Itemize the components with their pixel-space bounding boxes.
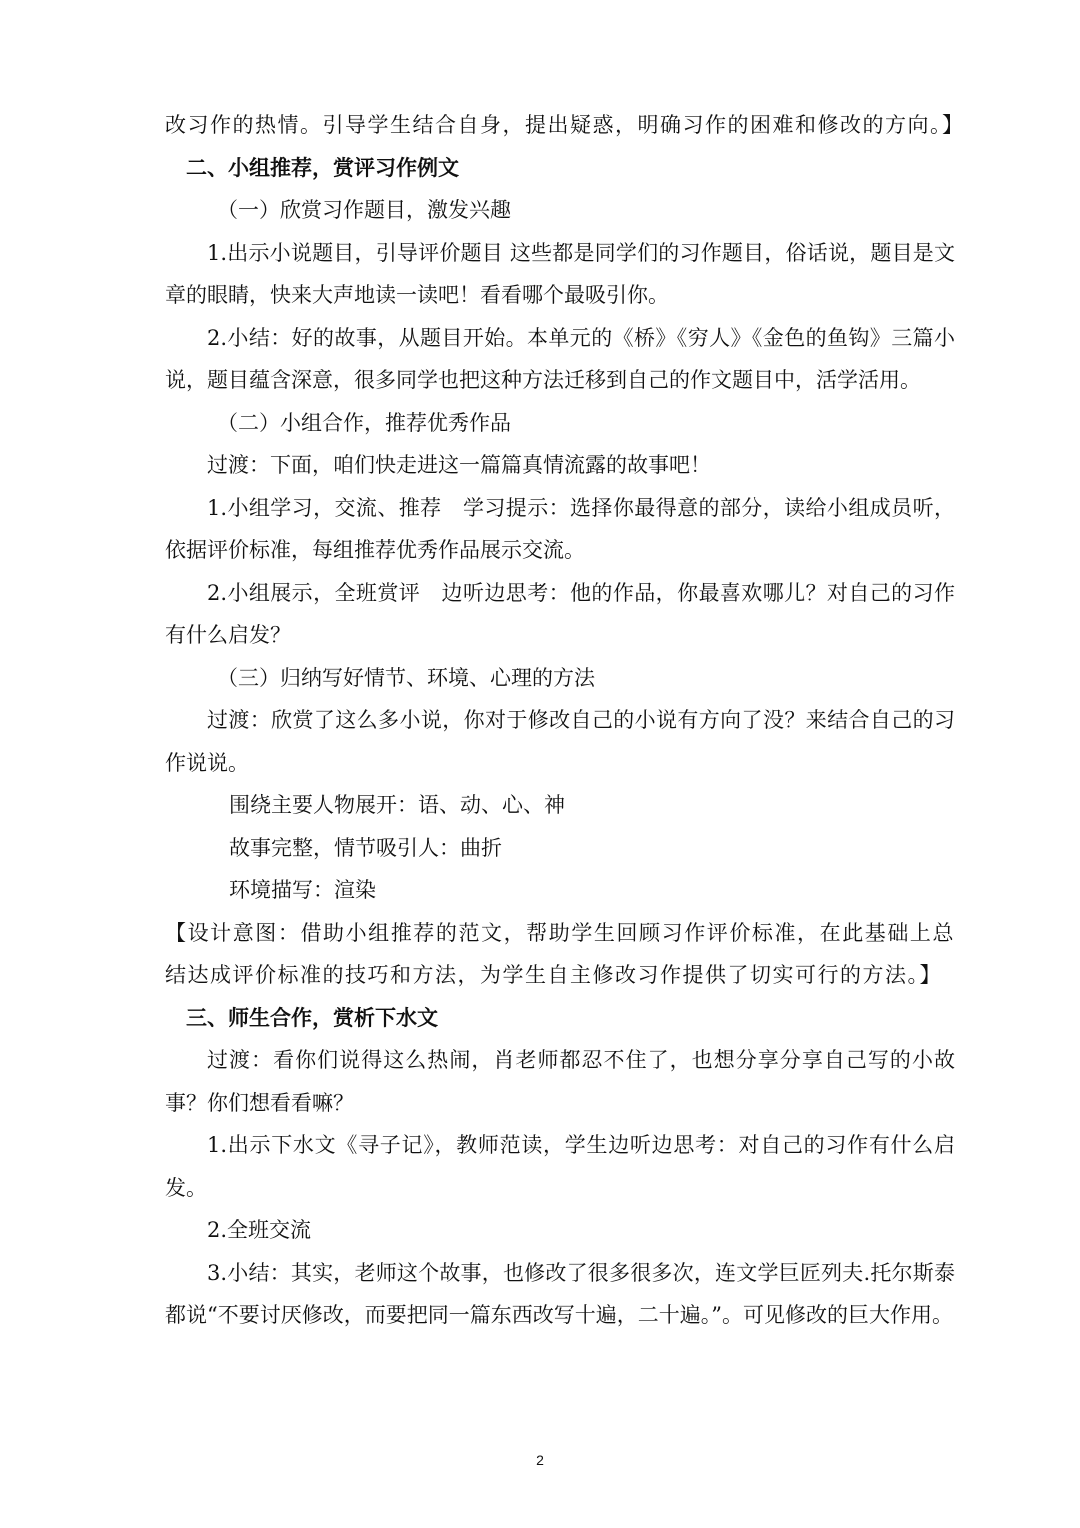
section-heading-3: 三、师生合作，赏析下水文 [186,1004,438,1030]
design-intent-continuation: 改习作的热情。引导学生结合自身，提出疑惑，明确习作的困难和修改的方向。】 [165,113,965,137]
subsection-heading-3: （三）归纳写好情节、环境、心理的方法 [217,665,595,690]
page-number: 2 [536,1452,544,1468]
document-body [165,104,965,1337]
paragraph-transition-1: 过渡：下面，咱们快走进这一篇篇真情流露的故事吧！ [207,453,711,477]
paragraph-group-study: 1.小组学习，交流、推荐 学习提示：选择你最得意的部分，读给小组成员听，依据评价标准，每组推荐优秀作品展示交流。 [165,495,955,562]
paragraph-summary-revision: 3.小结：其实，老师这个故事，也修改了很多很多次，连文学巨匠列夫.托尔斯泰都说“不要讨厌修改，而要把同一篇东西改写十遍，二十遍。”。可见修改的巨大作用。 [165,1260,955,1327]
list-item-plot: 故事完整，情节吸引人：曲折 [229,835,502,860]
paragraph-model-essay: 1.出示下水文《寻子记》，教师范读，学生边听边思考：对自己的习作有什么启发。 [165,1133,955,1200]
paragraph-title-guide: 1.出示小说题目，引导评价题目 这些都是同学们的习作题目，俗话说，题目是文章的眼睛，快来大声地读一读吧！看看哪个最吸引你。 [165,240,955,307]
list-item-characters: 围绕主要人物展开：语、动、心、神 [229,793,565,817]
paragraph-class-discussion: 2.全班交流 [207,1218,312,1242]
subsection-heading-2: （二）小组合作，推荐优秀作品 [217,410,511,435]
paragraph-group-show: 2.小组展示，全班赏评 边听边思考：他的作品，你最喜欢哪儿？对自己的习作有什么启发？ [165,580,955,647]
section-heading-2: 二、小组推荐，赏评习作例文 [186,154,459,180]
list-item-environment: 环境描写：渲染 [229,878,376,902]
paragraph-summary-title: 2.小结：好的故事，从题目开始。本单元的《桥》《穷人》《金色的鱼钩》三篇小说，题目蕴含深意，很多同学也把这种方法迁移到自己的作文题目中，活学活用。 [165,325,955,392]
design-intent-block: 【设计意图：借助小组推荐的范文，帮助学生回顾习作评价标准，在此基础上总结达成评价标准的技巧和方法，为学生自主修改习作提供了切实可行的方法。】 [165,920,955,987]
paragraph-transition-3: 过渡：看你们说得这么热闹，肖老师都忍不住了，也想分享分享自己写的小故事？你们想看看嘛？ [165,1048,955,1115]
subsection-heading-1: （一）欣赏习作题目，激发兴趣 [217,198,511,222]
paragraph-transition-2: 过渡：欣赏了这么多小说，你对于修改自己的小说有方向了没？来结合自己的习作说说。 [165,708,955,775]
